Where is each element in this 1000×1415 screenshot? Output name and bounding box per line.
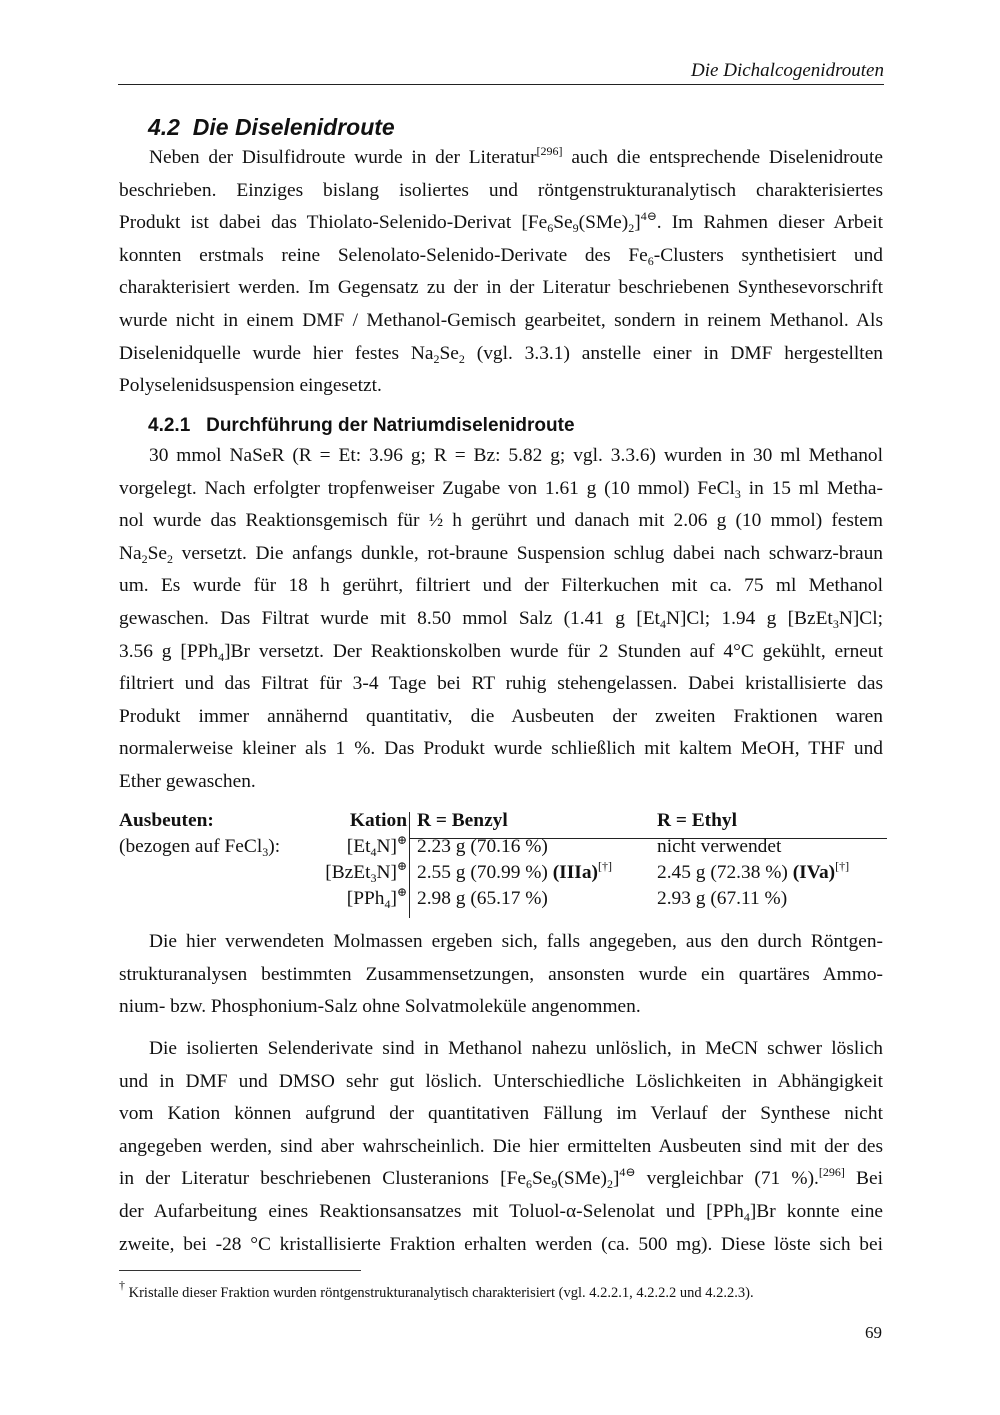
text-line: beschrieben. Einziges bislang isoliertes und röntgenstrukturanalytisch charakterisiertes	[119, 179, 883, 201]
table-header-row	[119, 808, 889, 834]
col-cation: Kation	[349, 810, 407, 831]
text-line: zweite, bei -28 °C kristallisierte Fraktion erhalten werden (ca. 500 mg). Diese löste sich bei	[119, 1233, 883, 1255]
text-line: Die isolierten Selenderivate sind in Methanol nahezu unlöslich, in MeCN schwer löslich	[149, 1038, 883, 1059]
text-line: 30 mmol NaSeR (R = Et: 3.96 g; R = Bz: 5.82 g; vgl. 3.3.6) wurden in 30 ml Methanol	[149, 445, 883, 466]
text-line: gewaschen. Das Filtrat wurde mit 8.50 mmol Salz (1.41 g $[Et_4N]Cl$; 1.94 g [BzEt$_3$N]Cl;	[119, 607, 883, 631]
paragraph-molmass	[119, 926, 883, 1024]
section-heading	[148, 114, 395, 141]
paragraph-intro	[119, 142, 883, 403]
col-ethyl: R = Ethyl	[657, 810, 738, 831]
text-line: nium- bzw. Phosphonium-Salz ohne Solvatmoleküle angenommen.	[119, 996, 641, 1018]
text-line: normalerweise kleiner als 1 %. Das Produkt wurde schließlich mit kaltem MeOH, THF und	[119, 738, 883, 760]
ethyl-cell: 2.45 g (72.38 %) (IVa)[†]	[657, 859, 850, 883]
text-line: $Na_2Se_2$ versetzt. Die anfangs dunkle, rot-braune Suspension schlug dabei nach schwarz-braun	[119, 542, 883, 566]
paragraph-solubility	[119, 1033, 883, 1261]
yield-label: Ausbeuten:	[119, 810, 214, 831]
cation-cell: $[Et_4N]^\oplus$	[346, 833, 407, 859]
text-line: angegeben werden, sind aber wahrscheinlich. Die hier ermittelten Ausbeuten sind mit der des	[119, 1135, 883, 1157]
text-line: strukturanalysen bestimmten Zusammensetzungen, ansonsten wurde ein quartäres Ammo-	[119, 963, 883, 985]
footnote-mark: †	[119, 1278, 125, 1292]
page-number: 69	[865, 1323, 882, 1342]
ethyl-cell: nicht verwendet	[657, 836, 782, 857]
text-line: vorgelegt. Nach erfolgter tropfenweiser Zugabe von 1.61 g (10 mmol) FeCl$_3$ in 15 ml Metha-	[119, 477, 883, 501]
text-line: und in DMF und DMSO sehr gut löslich. Unterschiedliche Löslichkeiten in Abhängigkeit	[119, 1070, 883, 1092]
running-header	[118, 58, 884, 85]
benzyl-cell: 2.55 g (70.99 %) (IIIa)[†]	[417, 859, 612, 883]
text-line: Polyselenidsuspension eingesetzt.	[119, 375, 382, 397]
running-title: Die Dichalcogenidrouten	[691, 60, 884, 81]
cation-cell: [BzEt$_3$N]⊕	[325, 859, 407, 885]
yield-basis: (bezogen auf FeCl$_3$):	[119, 836, 281, 859]
footnote	[119, 1278, 754, 1302]
text-line: in der Literatur beschriebenen Clusteranions $[Fe_6Se_9(SMe)_2]^{4⊖}$ vergleichbar (71 %).[296] Bei	[119, 1165, 883, 1192]
text-line: wurde nicht in einem DMF / Methanol-Gemisch gearbeitet, sondern in reinem Methanol. Als	[119, 309, 883, 331]
section-number: 4.2	[148, 114, 180, 140]
text-line: Produkt immer annähernd quantitativ, die Ausbeuten der zweiten Fraktionen waren	[119, 705, 883, 727]
text-line: Produkt ist dabei das Thiolato-Selenido-Derivat $[Fe_6Se_9(SMe)_2]^{4⊖}$. Im Rahmen dieser Arbeit	[119, 209, 883, 236]
benzyl-cell: 2.23 g (70.16 %)	[417, 836, 548, 857]
text-line: charakterisiert werden. Im Gegensatz zu der in der Literatur beschriebenen Synthesevorschrift	[119, 277, 883, 299]
text-line: Ether gewaschen.	[119, 770, 256, 792]
text-line: Die hier verwendeten Molmassen ergeben sich, falls angegeben, aus den durch Röntgen-	[149, 931, 883, 952]
text-line: 3.56 g [PPh$_4$]Br versetzt. Der Reaktionskolben wurde für 2 Stunden auf 4°C gekühlt, erneut	[119, 640, 883, 664]
text-line: nol wurde das Reaktionsgemisch für ½ h gerührt und danach mit 2.06 g (10 mmol) festem	[119, 510, 883, 532]
text-line: konnten erstmals reine Selenolato-Selenido-Derivate des $Fe_6$-Clusters synthetisiert und	[119, 244, 883, 268]
ethyl-cell: 2.93 g (67.11 %)	[657, 888, 788, 909]
table-row	[119, 834, 889, 860]
footnote-rule	[119, 1270, 361, 1271]
cation-cell: [PPh$_4$]⊕	[346, 885, 407, 911]
text-line: vom Kation können aufgrund der quantitativen Fällung im Verlauf der Synthese nicht	[119, 1103, 883, 1125]
yield-table	[119, 808, 889, 912]
table-row	[119, 860, 889, 886]
text-line: um. Es wurde für 18 h gerührt, filtriert und der Filterkuchen mit ca. 75 ml Methanol	[119, 575, 883, 597]
footnote-text: Kristalle dieser Fraktion wurden röntgenstrukturanalytisch charakterisiert (vgl. 4.2.2.1, 4.2.2.2 und 4.2.2.3).	[125, 1285, 754, 1301]
text-line: Neben der Disulfidroute wurde in der Literatur[296] auch die entsprechende Diselenidroute	[149, 144, 883, 168]
text-line: Diselenidquelle wurde hier festes $Na_2Se_2$ (vgl. 3.3.1) anstelle einer in DMF hergestellten	[119, 342, 883, 366]
subsection-title: Durchführung der Natriumdiselenidroute	[206, 415, 575, 436]
table-row	[119, 886, 889, 912]
text-line: der Aufarbeitung eines Reaktionsansatzes mit Toluol-α-Selenolat und [PPh$_4$]Br konnte eine	[119, 1200, 883, 1224]
subsection-number: 4.2.1	[148, 415, 191, 436]
text-line: filtriert und das Filtrat für 3-4 Tage bei RT ruhig stehengelassen. Dabei kristallisierte das	[119, 673, 883, 695]
section-title: Die Diselenidroute	[192, 114, 395, 140]
paragraph-procedure	[119, 440, 883, 799]
col-benzyl: R = Benzyl	[417, 810, 508, 831]
subsection-heading	[148, 415, 575, 437]
benzyl-cell: 2.98 g (65.17 %)	[417, 888, 548, 909]
